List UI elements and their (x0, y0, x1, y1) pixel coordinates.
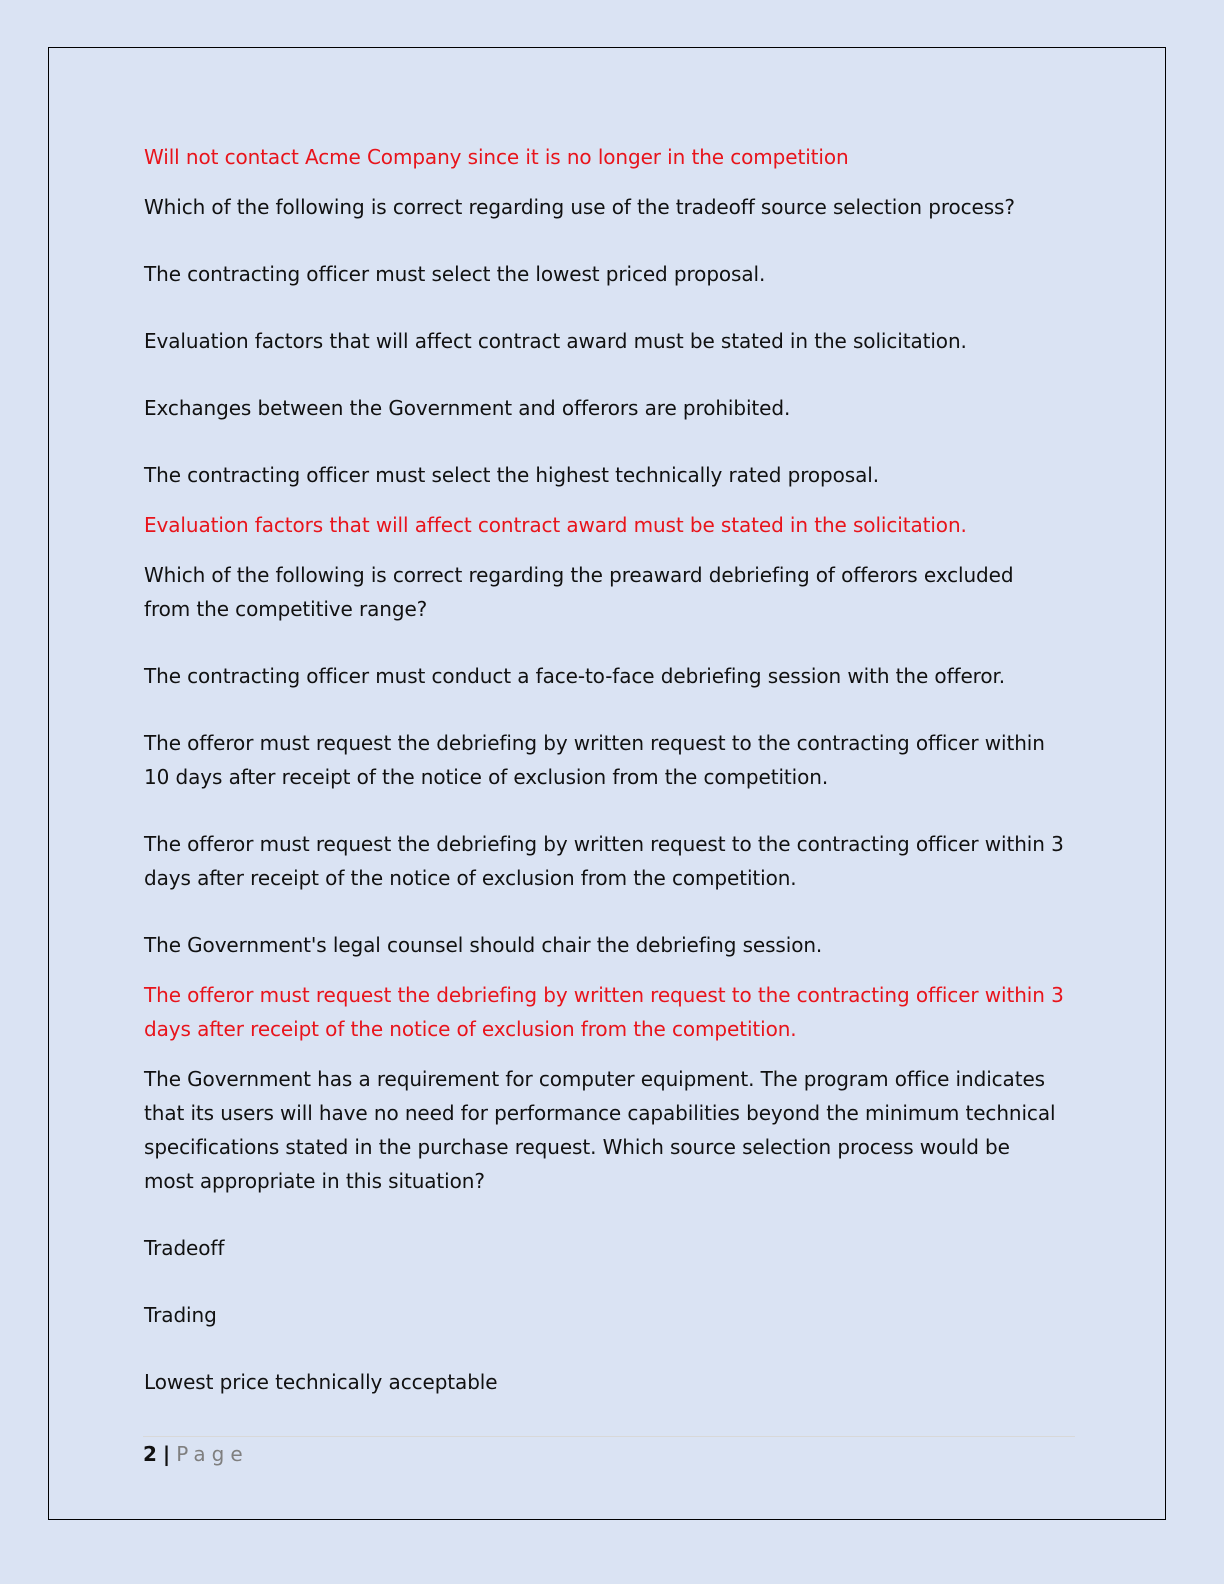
option-text: The contracting officer must conduct a face-to-face debriefing session with the offeror. (144, 664, 1006, 688)
question-text: Which of the following is correct regarding the preaward debriefing of offerors excluded from the competitive range? (144, 563, 1014, 621)
option-text: The contracting officer must select the lowest priced proposal. (144, 262, 766, 286)
option-text: Exchanges between the Government and offerors are prohibited. (144, 396, 791, 420)
page-number: 2 (143, 1442, 157, 1466)
answer-text: Evaluation factors that will affect contract award must be stated in the solicitation. (144, 513, 967, 537)
page-footer (143, 1439, 249, 1469)
document-body (144, 140, 1064, 1399)
question-text: The Government has a requirement for computer equipment. The program office indicates that its users will have no need for performance capabilities beyond the minimum technical specifications stated in the purchase request. Which source selection process would be most appropriate in this situation? (144, 1067, 1056, 1193)
page-label: Page (176, 1442, 249, 1466)
option-text: Trading (144, 1303, 217, 1327)
answer-text: The offeror must request the debriefing by written request to the contracting officer within 3 days after receipt of the notice of exclusion from the competition. (144, 983, 1064, 1041)
answer-text: Will not contact Acme Company since it is no longer in the competition (144, 145, 849, 169)
option-text: The offeror must request the debriefing by written request to the contracting officer within 10 days after receipt of the notice of exclusion from the competition. (144, 731, 1045, 789)
option-text: The contracting officer must select the highest technically rated proposal. (144, 463, 879, 487)
option-text: Tradeoff (144, 1236, 225, 1260)
question-text: Which of the following is correct regarding use of the tradeoff source selection process? (144, 195, 1015, 219)
footer-divider (143, 1436, 1075, 1437)
option-text: The Government's legal counsel should chair the debriefing session. (144, 933, 823, 957)
option-text: Evaluation factors that will affect contract award must be stated in the solicitation. (144, 329, 967, 353)
footer-separator: | (162, 1442, 171, 1466)
option-text: Lowest price technically acceptable (144, 1370, 498, 1394)
option-text: The offeror must request the debriefing by written request to the contracting officer within 3 days after receipt of the notice of exclusion from the competition. (144, 832, 1064, 890)
